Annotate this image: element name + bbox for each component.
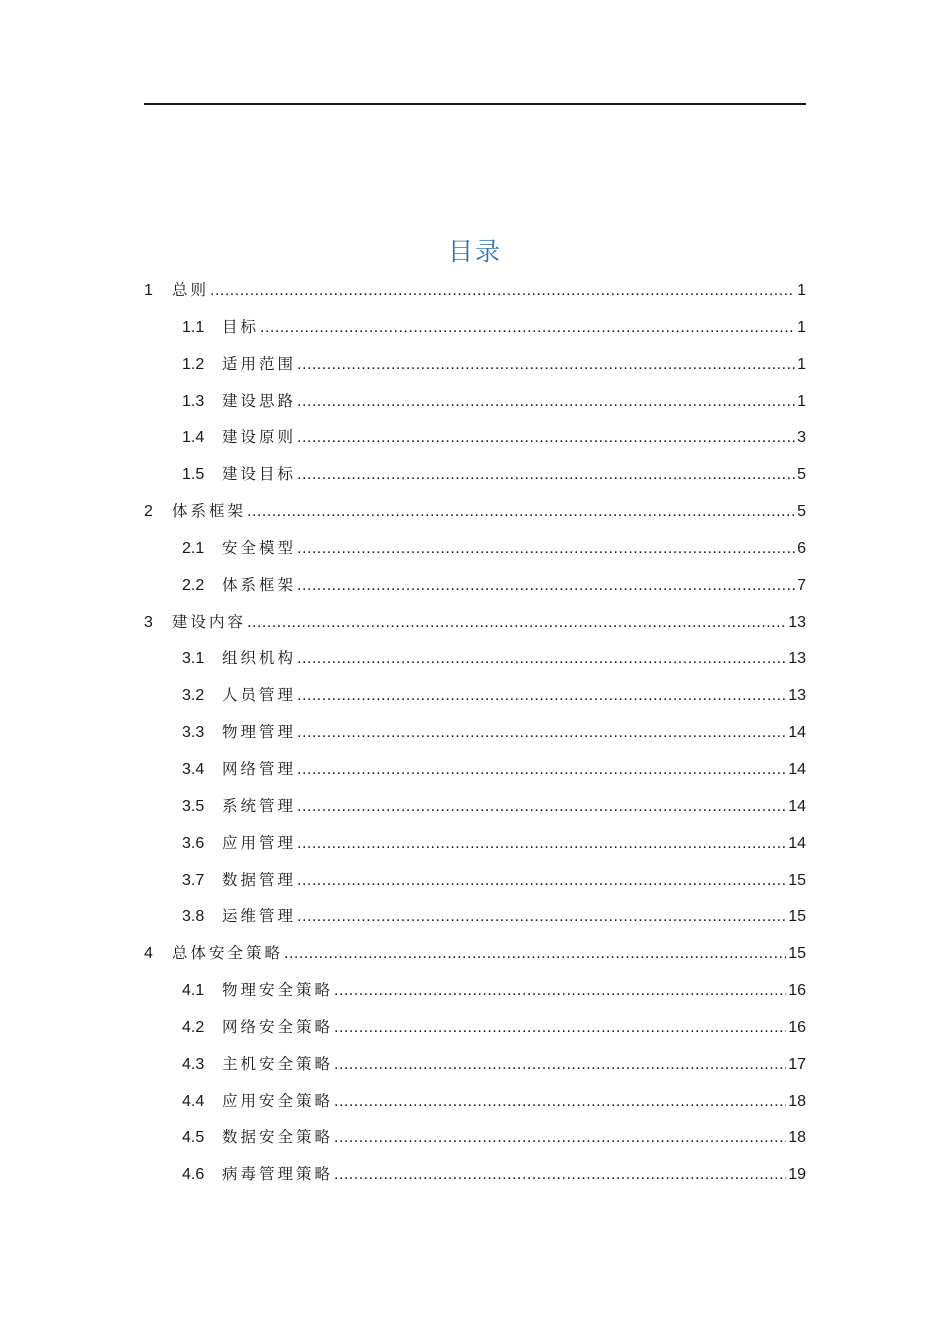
toc-entry-title: 主机安全策略 [222,1054,334,1073]
toc-entry-number: 4.3 [182,1055,205,1073]
toc-entry-page-number: 1 [797,318,806,336]
toc-entry-page-number: 18 [788,1092,806,1110]
toc-dot-leader [334,1120,786,1157]
toc-entry-chapter[interactable] [144,493,806,530]
toc-dot-leader [297,678,786,715]
toc-entry-title: 建设目标 [222,465,297,484]
toc-entry-title: 建设内容 [172,612,247,631]
toc-dot-leader [297,752,786,789]
toc-entry-number: 4.1 [182,982,205,1000]
toc-entry-number: 1.1 [182,318,205,336]
toc-entry-title: 适用范围 [222,354,297,373]
toc-entry-number: 1.4 [182,429,205,447]
toc-entry-section[interactable] [144,751,806,788]
toc-dot-leader [334,1010,786,1047]
toc-dot-leader [260,310,795,347]
toc-entry-number: 2.2 [182,576,205,594]
toc-entry-title: 建设思路 [222,391,297,410]
toc-entry-chapter[interactable] [144,935,806,972]
toc-entry-number: 4.6 [182,1166,205,1184]
toc-dot-leader [334,1157,786,1194]
toc-entry-number: 2 [144,503,153,521]
toc-entry-title: 建设原则 [222,428,297,447]
toc-entry-page-number: 17 [788,1055,806,1073]
toc-entry-section[interactable] [144,972,806,1009]
toc-entry-page-number: 18 [788,1129,806,1147]
toc-dot-leader [334,973,786,1010]
toc-entry-page-number: 15 [788,908,806,926]
toc-dot-leader [297,384,795,421]
toc-title: 目录 [447,237,502,266]
toc-entry-number: 3.6 [182,834,205,852]
toc-entry-title: 总则 [172,281,210,299]
toc-entry-title: 系统管理 [222,796,297,815]
toc-entry-title: 安全模型 [222,538,297,557]
toc-entry-title: 数据安全策略 [222,1128,334,1147]
toc-entry-number: 3.8 [182,908,205,926]
toc-entry-number: 4 [144,945,153,963]
toc-entry-section[interactable] [144,825,806,862]
toc-entry-chapter[interactable] [144,604,806,641]
toc-entry-section[interactable] [144,530,806,567]
toc-entry-section[interactable] [144,383,806,420]
toc-entry-title: 运维管理 [222,907,297,926]
toc-entry-page-number: 7 [797,576,806,594]
toc-dot-leader [297,715,786,752]
toc-entry-page-number: 1 [797,392,806,410]
toc-entry-section[interactable] [144,788,806,825]
toc-entry-number: 1 [144,282,153,299]
toc-entry-section[interactable] [144,567,806,604]
toc-dot-leader [297,899,786,936]
toc-entry-title: 网络管理 [222,759,297,778]
toc-entry-number: 1.2 [182,355,205,373]
toc-entry-number: 3 [144,613,153,631]
toc-dot-leader [297,826,786,863]
toc-entry-page-number: 16 [788,982,806,1000]
toc-dot-leader [297,531,795,568]
toc-entry-section[interactable] [144,309,806,346]
toc-entry-page-number: 15 [788,945,806,963]
toc-entry-page-number: 1 [797,282,806,299]
toc-entry-page-number: 19 [788,1166,806,1184]
toc-dot-leader [297,347,795,384]
toc-dot-leader [297,641,786,678]
toc-entry-number: 4.2 [182,1018,205,1036]
toc-dot-leader [247,494,795,531]
toc-entry-page-number: 6 [797,539,806,557]
toc-entry-section[interactable] [144,419,806,456]
toc-entry-title: 数据管理 [222,870,297,889]
toc-entry-section[interactable] [144,862,806,899]
toc-dot-leader [297,863,786,900]
toc-dot-leader [247,605,786,642]
toc-entry-title: 物理安全策略 [222,981,334,1000]
toc-entry-number: 3.5 [182,797,205,815]
toc-entry-title: 病毒管理策略 [222,1165,334,1184]
toc-dot-leader [284,936,786,973]
toc-entry-number: 2.1 [182,539,205,557]
toc-dot-leader [297,420,795,457]
toc-entry-chapter[interactable] [144,272,806,309]
toc-dot-leader [297,568,795,605]
toc-entry-page-number: 14 [788,724,806,742]
toc-entry-title: 人员管理 [222,686,297,705]
toc-entry-section[interactable] [144,898,806,935]
toc-entry-title: 体系框架 [222,575,297,594]
toc-dot-leader [210,273,795,310]
toc-entry-number: 4.5 [182,1129,205,1147]
toc-dot-leader [297,457,795,494]
toc-entry-section[interactable] [144,1083,806,1120]
toc-entry-section[interactable] [144,640,806,677]
toc-entry-section[interactable] [144,714,806,751]
toc-entry-page-number: 5 [797,466,806,484]
toc-entry-page-number: 5 [797,503,806,521]
toc-entry-number: 3.3 [182,724,205,742]
toc-entry-page-number: 14 [788,797,806,815]
toc-list [144,272,806,1193]
toc-entry-section[interactable] [144,1156,806,1193]
toc-entry-number: 3.2 [182,687,205,705]
toc-entry-page-number: 1 [797,355,806,373]
toc-entry-title: 应用安全策略 [222,1091,334,1110]
toc-entry-page-number: 16 [788,1018,806,1036]
toc-entry-title: 组织机构 [222,649,297,668]
toc-entry-page-number: 14 [788,834,806,852]
toc-entry-number: 3.4 [182,760,205,778]
toc-entry-number: 3.7 [182,871,205,889]
header-rule [144,103,806,105]
toc-entry-title: 总体安全策略 [172,944,284,963]
toc-entry-section[interactable] [144,346,806,383]
toc-entry-title: 物理管理 [222,723,297,742]
toc-entry-section[interactable] [144,1119,806,1156]
toc-entry-section[interactable] [144,456,806,493]
toc-entry-title: 应用管理 [222,833,297,852]
toc-entry-page-number: 13 [788,650,806,668]
toc-entry-section[interactable] [144,1009,806,1046]
toc-dot-leader [334,1047,786,1084]
toc-entry-section[interactable] [144,1046,806,1083]
toc-entry-page-number: 14 [788,760,806,778]
toc-entry-number: 1.3 [182,392,205,410]
toc-dot-leader [334,1084,786,1121]
toc-entry-page-number: 15 [788,871,806,889]
toc-entry-number: 3.1 [182,650,205,668]
toc-entry-page-number: 3 [797,429,806,447]
toc-entry-title: 网络安全策略 [222,1017,334,1036]
toc-entry-page-number: 13 [788,687,806,705]
toc-entry-number: 1.5 [182,466,205,484]
toc-entry-title: 体系框架 [172,502,247,521]
toc-entry-number: 4.4 [182,1092,205,1110]
toc-entry-section[interactable] [144,677,806,714]
toc-entry-page-number: 13 [788,613,806,631]
toc-dot-leader [297,789,786,826]
toc-entry-title: 目标 [222,317,260,336]
